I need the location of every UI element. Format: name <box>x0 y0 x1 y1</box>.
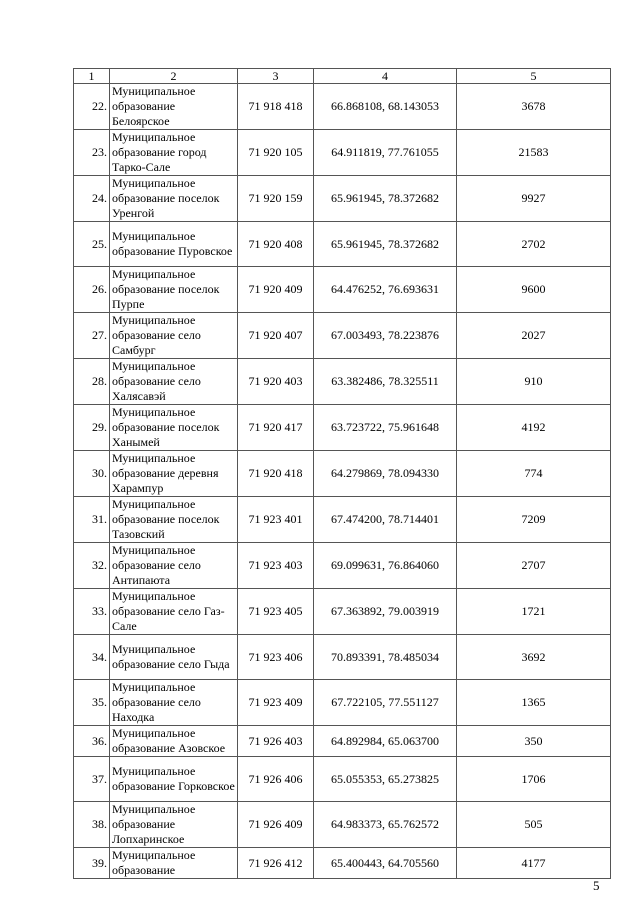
table-row <box>74 635 611 680</box>
population-value: 2707 <box>457 543 611 589</box>
column-header: 4 <box>314 69 457 84</box>
municipality-name: Муниципальное образование Горковское <box>110 757 238 802</box>
row-number: 38. <box>74 802 110 848</box>
oktmo-code: 71 923 406 <box>238 635 314 680</box>
oktmo-code: 71 923 409 <box>238 680 314 726</box>
municipality-name: Муниципальное образование село Газ-Сале <box>110 589 238 635</box>
table-row <box>74 359 611 405</box>
coordinates: 64.892984, 65.063700 <box>314 726 457 757</box>
oktmo-code: 71 926 403 <box>238 726 314 757</box>
municipality-name: Муниципальное образование поселок Уренгой <box>110 176 238 222</box>
oktmo-code: 71 920 417 <box>238 405 314 451</box>
coordinates: 65.961945, 78.372682 <box>314 222 457 267</box>
row-number: 31. <box>74 497 110 543</box>
coordinates: 64.983373, 65.762572 <box>314 802 457 848</box>
coordinates: 64.911819, 77.761055 <box>314 130 457 176</box>
table-row <box>74 802 611 848</box>
column-header: 2 <box>110 69 238 84</box>
row-number: 30. <box>74 451 110 497</box>
coordinates: 63.723722, 75.961648 <box>314 405 457 451</box>
municipality-name: Муниципальное образование Лопхаринское <box>110 802 238 848</box>
row-number: 32. <box>74 543 110 589</box>
population-value: 910 <box>457 359 611 405</box>
municipality-name: Муниципальное образование село Находка <box>110 680 238 726</box>
row-number: 39. <box>74 848 110 879</box>
oktmo-code: 71 920 407 <box>238 313 314 359</box>
municipality-name: Муниципальное образование село Антипаюта <box>110 543 238 589</box>
oktmo-code: 71 920 418 <box>238 451 314 497</box>
row-number: 37. <box>74 757 110 802</box>
population-value: 4192 <box>457 405 611 451</box>
coordinates: 64.476252, 76.693631 <box>314 267 457 313</box>
coordinates: 65.400443, 64.705560 <box>314 848 457 879</box>
row-number: 29. <box>74 405 110 451</box>
column-header: 1 <box>74 69 110 84</box>
row-number: 33. <box>74 589 110 635</box>
table-row <box>74 405 611 451</box>
population-value: 350 <box>457 726 611 757</box>
population-value: 1365 <box>457 680 611 726</box>
table-row <box>74 757 611 802</box>
municipality-name: Муниципальное образование город Тарко-Сале <box>110 130 238 176</box>
coordinates: 70.893391, 78.485034 <box>314 635 457 680</box>
table-row <box>74 222 611 267</box>
table-row <box>74 543 611 589</box>
oktmo-code: 71 920 105 <box>238 130 314 176</box>
coordinates: 65.055353, 65.273825 <box>314 757 457 802</box>
table-row <box>74 589 611 635</box>
coordinates: 69.099631, 76.864060 <box>314 543 457 589</box>
population-value: 774 <box>457 451 611 497</box>
row-number: 23. <box>74 130 110 176</box>
population-value: 2027 <box>457 313 611 359</box>
oktmo-code: 71 920 408 <box>238 222 314 267</box>
column-header: 5 <box>457 69 611 84</box>
header-row <box>74 69 611 84</box>
table-row <box>74 313 611 359</box>
table-row <box>74 848 611 879</box>
row-number: 28. <box>74 359 110 405</box>
table-row <box>74 130 611 176</box>
table-body <box>74 84 611 879</box>
coordinates: 66.868108, 68.143053 <box>314 84 457 130</box>
oktmo-code: 71 918 418 <box>238 84 314 130</box>
municipality-name: Муниципальное образование село Халясавэй <box>110 359 238 405</box>
coordinates: 65.961945, 78.372682 <box>314 176 457 222</box>
oktmo-code: 71 923 403 <box>238 543 314 589</box>
row-number: 25. <box>74 222 110 267</box>
population-value: 3692 <box>457 635 611 680</box>
municipality-name: Муниципальное образование село Гыда <box>110 635 238 680</box>
coordinates: 67.363892, 79.003919 <box>314 589 457 635</box>
table-row <box>74 84 611 130</box>
oktmo-code: 71 926 406 <box>238 757 314 802</box>
population-value: 3678 <box>457 84 611 130</box>
municipality-name: Муниципальное образование <box>110 848 238 879</box>
municipality-name: Муниципальное образование поселок Ханымей <box>110 405 238 451</box>
population-value: 1706 <box>457 757 611 802</box>
municipality-name: Муниципальное образование Белоярское <box>110 84 238 130</box>
table-row <box>74 680 611 726</box>
table-row <box>74 267 611 313</box>
population-value: 21583 <box>457 130 611 176</box>
population-value: 7209 <box>457 497 611 543</box>
table-row <box>74 176 611 222</box>
population-value: 2702 <box>457 222 611 267</box>
data-table <box>73 68 611 879</box>
coordinates: 67.474200, 78.714401 <box>314 497 457 543</box>
page-number: 5 <box>593 878 600 893</box>
coordinates: 64.279869, 78.094330 <box>314 451 457 497</box>
column-header: 3 <box>238 69 314 84</box>
oktmo-code: 71 923 405 <box>238 589 314 635</box>
oktmo-code: 71 923 401 <box>238 497 314 543</box>
population-value: 9600 <box>457 267 611 313</box>
table-row <box>74 451 611 497</box>
table-row <box>74 497 611 543</box>
row-number: 36. <box>74 726 110 757</box>
row-number: 35. <box>74 680 110 726</box>
oktmo-code: 71 920 409 <box>238 267 314 313</box>
municipality-name: Муниципальное образование деревня Харампур <box>110 451 238 497</box>
population-value: 9927 <box>457 176 611 222</box>
population-value: 4177 <box>457 848 611 879</box>
municipality-name: Муниципальное образование поселок Тазовский <box>110 497 238 543</box>
municipality-name: Муниципальное образование Пуровское <box>110 222 238 267</box>
row-number: 34. <box>74 635 110 680</box>
coordinates: 67.003493, 78.223876 <box>314 313 457 359</box>
oktmo-code: 71 926 409 <box>238 802 314 848</box>
row-number: 22. <box>74 84 110 130</box>
oktmo-code: 71 920 403 <box>238 359 314 405</box>
oktmo-code: 71 926 412 <box>238 848 314 879</box>
municipality-name: Муниципальное образование поселок Пурпе <box>110 267 238 313</box>
row-number: 26. <box>74 267 110 313</box>
table-row <box>74 726 611 757</box>
row-number: 24. <box>74 176 110 222</box>
municipality-name: Муниципальное образование село Самбург <box>110 313 238 359</box>
oktmo-code: 71 920 159 <box>238 176 314 222</box>
coordinates: 63.382486, 78.325511 <box>314 359 457 405</box>
population-value: 505 <box>457 802 611 848</box>
population-value: 1721 <box>457 589 611 635</box>
row-number: 27. <box>74 313 110 359</box>
municipality-name: Муниципальное образование Азовское <box>110 726 238 757</box>
coordinates: 67.722105, 77.551127 <box>314 680 457 726</box>
